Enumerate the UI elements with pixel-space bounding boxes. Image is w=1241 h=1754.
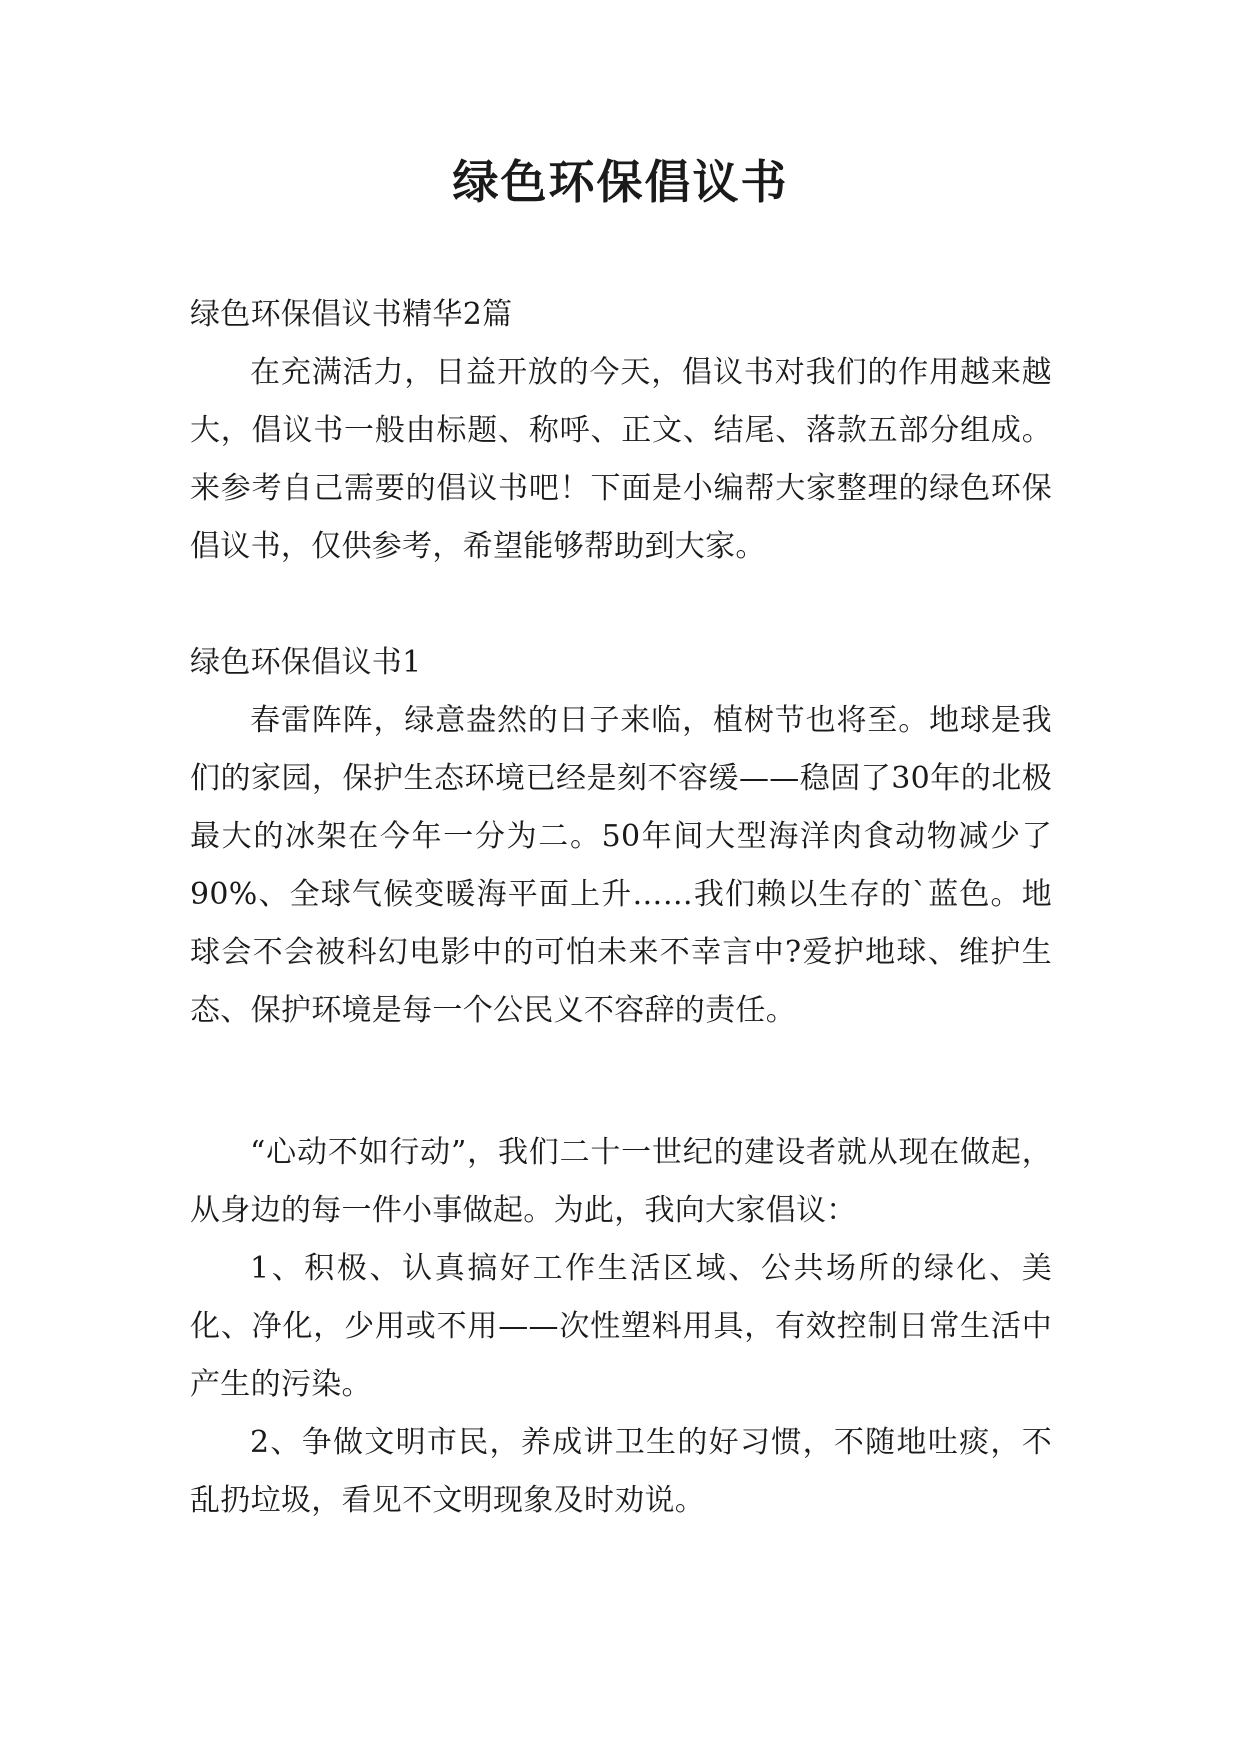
document-subtitle: 绿色环保倡议书精华2篇 (190, 297, 513, 332)
section-paragraph: 春雷阵阵，绿意盎然的日子来临，植树节也将至。地球是我们的家园，保护生态环境已经是刻不容缓——稳固了30年的北极最大的冰架在今年一分为二。50年间大型海洋肉食动物减少了90%、全球气候变暖海平面上升……我们赖以生存的`蓝色。地球会不会被科幻电影中的可怕未来不幸言中?爱护地球、维护生态、保护环境是每一个公民义不容辞的责任。 (190, 703, 1052, 1028)
document-title: 绿色环保倡议书 (452, 155, 789, 209)
intro-paragraph: 在充满活力，日益开放的今天，倡议书对我们的作用越来越大，倡议书一般由标题、称呼、正文、结尾、落款五部分组成。来参考自己需要的倡议书吧！下面是小编帮大家整理的绿色环保倡议书，仅供参考，希望能够帮助到大家。 (190, 355, 1052, 564)
document-body (190, 286, 1052, 1530)
proposal-item: 1、积极、认真搞好工作生活区域、公共场所的绿化、美化、净化，少用或不用——次性塑料用具，有效控制日常生活中产生的污染。 (190, 1251, 1052, 1402)
section-paragraph: “心动不如行动”，我们二十一世纪的建设者就从现在做起，从身边的每一件小事做起。为此，我向大家倡议： (190, 1135, 1052, 1228)
section-heading: 绿色环保倡议书1 (190, 645, 422, 680)
spacer (190, 1040, 1052, 1124)
proposal-item: 2、争做文明市民，养成讲卫生的好习惯，不随地吐痰，不乱扔垃圾，看见不文明现象及时劝说。 (190, 1425, 1052, 1518)
spacer (190, 576, 1052, 634)
